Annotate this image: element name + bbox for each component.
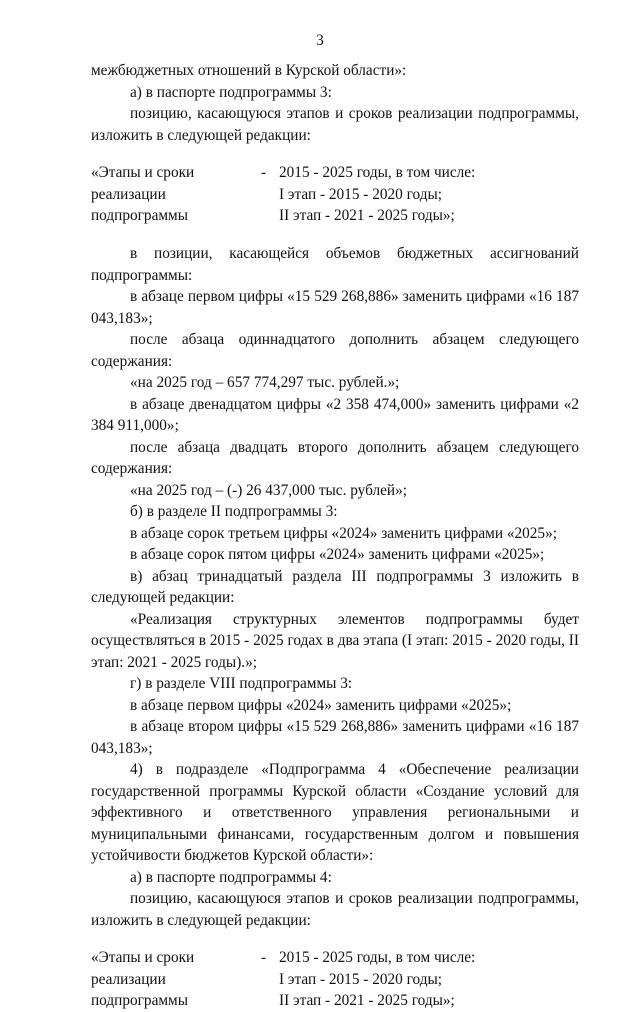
passport-label-line: «Этапы и сроки [91, 164, 195, 181]
passport-value-line: I этап - 2015 - 2020 годы; [279, 185, 443, 203]
paragraph: межбюджетных отношений в Курской области»: [91, 62, 407, 79]
paragraph: в) абзац тринадцатый раздела III подпрограммы 3 изложить в следующей редакции: [91, 567, 579, 606]
paragraph: в абзаце сорок третьем цифры «2024» заменить цифрами «2025»; [130, 524, 557, 542]
paragraph: «Реализация структурных элементов подпрограммы будет осуществляться в 2015 - 2025 годах в два этапа (I этап: 2015 - 2020 годы, II этап: 2021 - 2025 годы).»; [91, 610, 579, 671]
paragraph: в абзаце сорок пятом цифры «2024» заменить цифрами «2025»; [130, 546, 545, 563]
paragraph: а) в паспорте подпрограммы 3: [130, 83, 332, 101]
paragraph: позицию, касающуюся этапов и сроков реализации подпрограммы, изложить в следующей редакции: [91, 890, 579, 929]
passport-label-line: реализации [91, 970, 166, 988]
passport-value [279, 947, 579, 1012]
paragraph: а) в паспорте подпрограммы 4: [130, 868, 332, 886]
paragraph: в абзаце двенадцатом цифры «2 358 474,000» заменить цифрами «2 384 911,000»; [91, 395, 579, 434]
document-body [91, 60, 579, 1012]
passport-label-line: подпрограммы [91, 992, 189, 1009]
paragraph: 4) в подразделе «Подпрограмма 4 «Обеспечение реализации государственной программы Курской области «Создание условий для эффективного и ответственного управления региональными и муниципальными финансами, государственным долгом и повышения устойчивости бюджетов Курской области»: [91, 761, 579, 864]
passport-value-line: II этап - 2021 - 2025 годы»; [279, 992, 455, 1009]
paragraph: г) в разделе VIII подпрограммы 3: [130, 675, 353, 692]
passport-label-line: реализации [91, 185, 166, 203]
passport-label-line: подпрограммы [91, 207, 189, 224]
passport-table-1 [91, 162, 579, 227]
paragraph: позицию, касающуюся этапов и сроков реализации подпрограммы, изложить в следующей редакции: [91, 105, 579, 144]
paragraph: «на 2025 год – 657 774,297 тыс. рублей.»; [130, 374, 400, 391]
paragraph: в позиции, касающейся объемов бюджетных ассигнований подпрограммы: [91, 245, 579, 284]
passport-table-2 [91, 947, 579, 1012]
passport-label [91, 947, 251, 1012]
passport-value [279, 162, 579, 227]
passport-value-line: 2015 - 2025 годы, в том числе: [279, 164, 476, 181]
passport-value-line: II этап - 2021 - 2025 годы»; [279, 207, 455, 224]
passport-dash: - [261, 949, 267, 966]
paragraph: «на 2025 год – (-) 26 437,000 тыс. рублей»; [130, 481, 408, 499]
passport-value-line: 2015 - 2025 годы, в том числе: [279, 949, 476, 966]
paragraph: б) в разделе II подпрограммы 3: [130, 503, 338, 520]
passport-dash: - [261, 164, 267, 181]
paragraph: в абзаце первом цифры «2024» заменить цифрами «2025»; [130, 696, 512, 714]
paragraph: после абзаца двадцать второго дополнить абзацем следующего содержания: [91, 438, 579, 477]
page-number: 3 [316, 32, 324, 49]
paragraph: в абзаце втором цифры «15 529 268,886» заменить цифрами «16 187 043,183»; [91, 718, 579, 757]
paragraph: в абзаце первом цифры «15 529 268,886» заменить цифрами «16 187 043,183»; [91, 288, 579, 327]
passport-label-line: «Этапы и сроки [91, 949, 195, 966]
passport-label [91, 162, 251, 227]
passport-value-line: I этап - 2015 - 2020 годы; [279, 970, 443, 988]
paragraph: после абзаца одиннадцатого дополнить абзацем следующего содержания: [91, 331, 579, 370]
